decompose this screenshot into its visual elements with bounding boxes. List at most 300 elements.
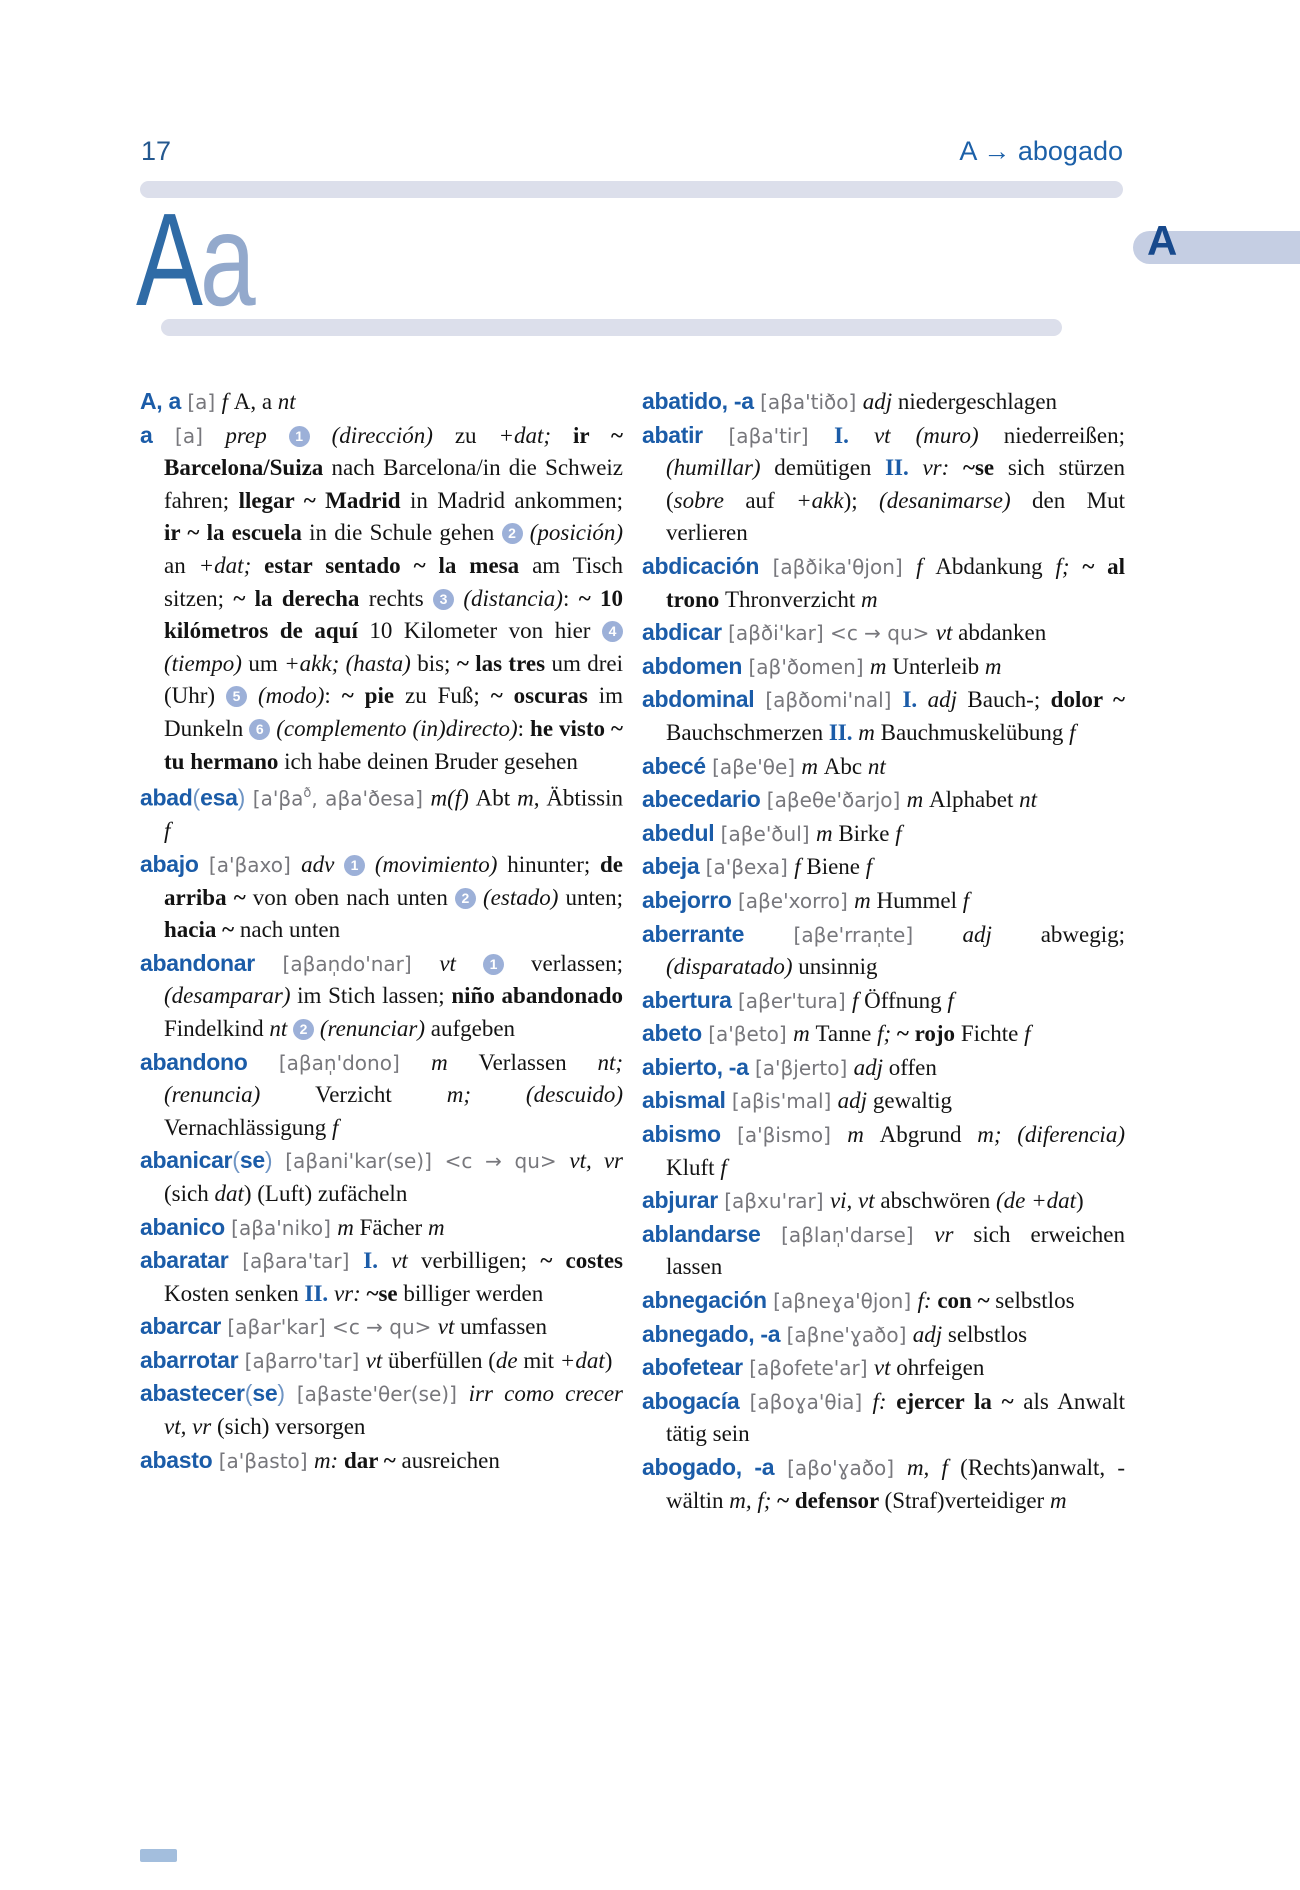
grammar-label: vt	[873, 422, 916, 448]
sense-number: 2	[293, 1019, 314, 1040]
dictionary-entry	[642, 1284, 1125, 1318]
roman-numeral: I.	[363, 1248, 392, 1274]
headword: se	[239, 1147, 265, 1174]
grammar-label: adj	[927, 687, 968, 713]
translation-text: an	[164, 552, 199, 578]
grammar-label: f	[1024, 1021, 1031, 1047]
dictionary-entry	[642, 1451, 1125, 1517]
dictionary-entry	[140, 385, 623, 419]
pronunciation: [aβe'rran̩te]	[744, 922, 963, 947]
headword: abaratar	[140, 1247, 229, 1274]
grammar-label: f	[794, 854, 807, 880]
translation-text: niedergeschlagen	[897, 389, 1058, 414]
translation-text: Biene	[806, 854, 866, 880]
grammar-label: f	[164, 818, 171, 844]
grammar-label: m	[858, 719, 881, 745]
alphabet-thumb-tab	[1133, 217, 1300, 264]
translation-text: (Rechts)anwalt, -wältin	[666, 1455, 1126, 1513]
dictionary-entry	[140, 1244, 623, 1310]
grammar-label: (movimiento)	[365, 851, 508, 877]
dictionary-entry	[140, 848, 623, 947]
pronunciation: [aβoɣa'θia]	[739, 1389, 873, 1414]
headword: abdomen	[642, 652, 743, 679]
translation-text: ich habe deinen Bruder gesehen	[284, 748, 578, 774]
pronunciation: [aβne'ɣaðo]	[780, 1322, 913, 1347]
grammar-label: m;	[446, 1082, 526, 1108]
grammar-label: (distancia)	[453, 585, 563, 611]
translation-text: in Madrid ankommen;	[409, 487, 623, 513]
grammar-label: m	[854, 887, 877, 913]
example-phrase: ~ la derecha	[233, 585, 369, 611]
translation-text: ausreichen	[401, 1447, 500, 1473]
grammar-label: (desamparar)	[164, 983, 298, 1009]
dictionary-entry	[642, 1385, 1125, 1451]
pronunciation: [aβa'niko]	[224, 1215, 338, 1240]
sense-number: 2	[455, 888, 476, 909]
pronunciation: [aβðomi'nal]	[754, 688, 903, 713]
header-reference: A → abogado	[959, 136, 1123, 166]
grammar-label: +dat;	[498, 422, 573, 448]
example-phrase: dar ~	[343, 1447, 402, 1473]
grammar-label: vt	[391, 1248, 422, 1274]
grammar-label: m;	[977, 1122, 1018, 1148]
headword: abandonar	[140, 949, 255, 976]
translation-text: unten;	[565, 884, 623, 910]
pronunciation: [a'βexa]	[699, 855, 795, 880]
grammar-label: m	[427, 1214, 445, 1240]
dictionary-entry	[642, 550, 1125, 616]
dictionary-entry	[140, 1444, 623, 1478]
grammar-label: f	[865, 854, 873, 880]
pronunciation: [aβofete'ar]	[742, 1356, 874, 1381]
translation-text: offen	[888, 1054, 937, 1080]
roman-numeral: I.	[834, 422, 874, 448]
translation-text: Alphabet	[929, 787, 1020, 813]
headword: abandono	[140, 1048, 248, 1075]
pronunciation: [aβa'tir]	[702, 423, 835, 448]
translation-text: Bauchmuskelübung	[880, 719, 1070, 745]
dictionary-entry	[642, 1017, 1125, 1051]
pronunciation: , aβa'ðesa]	[311, 786, 431, 811]
example-phrase: ~ costes	[540, 1248, 623, 1274]
roman-numeral: I.	[902, 687, 928, 713]
headword: abeja	[642, 853, 700, 880]
example-phrase: ~ 10 kilómetros de aquí	[164, 585, 623, 644]
example-phrase: dolor ~	[1050, 687, 1126, 713]
headword: abarcar	[140, 1313, 222, 1340]
translation-text: Birke	[838, 820, 896, 846]
dictionary-entry	[642, 419, 1125, 550]
example-phrase: ~ rojo	[896, 1021, 961, 1047]
sense-number: 1	[344, 855, 365, 876]
sense-number: 6	[249, 719, 270, 740]
pronunciation: [aβlan̩'darse]	[760, 1222, 935, 1247]
translation-text: unsinnig	[798, 954, 878, 980]
translation-text: nach Barcelona/in die Schweiz fahren;	[164, 455, 623, 513]
translation-text: zu	[454, 422, 499, 448]
translation-text: umfassen	[460, 1314, 548, 1340]
translation-text: den Mut verlieren	[666, 487, 1125, 546]
translation-text: Findelkind	[164, 1015, 270, 1041]
translation-text: Öffnung	[864, 987, 948, 1013]
pronunciation: [aβneɣa'θjon]	[766, 1289, 918, 1314]
pronunciation: [aβeθe'ðarjo]	[760, 788, 907, 813]
example-phrase: hacia ~	[164, 917, 240, 943]
grammar-label: (modo)	[247, 683, 325, 709]
headword: abdicación	[642, 552, 760, 579]
pronunciation: [aβer'tura]	[731, 988, 853, 1013]
grammar-label: m	[847, 1122, 880, 1148]
pronunciation: [a'βaxo]	[198, 852, 302, 877]
sense-number: 1	[289, 426, 310, 447]
translation-text: Fächer	[359, 1214, 428, 1240]
pronunciation: [aβe'xorro]	[731, 888, 855, 913]
translation-text: abdanken	[958, 620, 1047, 646]
dictionary-entry	[642, 1184, 1125, 1218]
dictionary-entry	[642, 918, 1125, 984]
roman-numeral: II.	[828, 719, 859, 745]
translation-text: (sich) versorgen	[217, 1414, 366, 1440]
dictionary-entry	[642, 1084, 1125, 1118]
example-phrase: ~ defensor	[777, 1487, 885, 1513]
grammar-label: vt	[365, 1347, 388, 1373]
headword: abecé	[642, 752, 706, 779]
translation-text: im Dunkeln	[164, 683, 623, 741]
grammar-label: m, f	[906, 1455, 961, 1480]
translation-text: hinunter;	[507, 851, 600, 877]
pronunciation: [aβis'mal]	[725, 1089, 838, 1114]
translation-text: um	[248, 650, 285, 676]
grammar-label: nt	[1019, 787, 1037, 813]
translation-text: mit	[523, 1347, 560, 1373]
grammar-label: sobre	[673, 487, 746, 513]
grammar-label: (renuncia)	[164, 1082, 316, 1108]
grammar-label: nt	[867, 753, 886, 779]
pronunciation: [a]	[152, 423, 226, 448]
translation-text: Abdankung	[935, 553, 1056, 579]
grammar-label: +akk	[796, 487, 844, 513]
grammar-label: f:	[872, 1388, 897, 1414]
dictionary-entry	[140, 1211, 623, 1245]
grammar-label: f	[221, 389, 234, 414]
translation-text: Abgrund	[879, 1122, 978, 1148]
example-phrase: estar sentado ~ la mesa	[264, 552, 533, 578]
grammar-label: +dat	[559, 1347, 605, 1373]
grammar-label: vi, vt	[829, 1188, 881, 1214]
translation-text: abschwören	[880, 1188, 996, 1214]
translation-text: )	[604, 1347, 613, 1373]
headword-paren: (	[244, 1380, 253, 1407]
grammar-label: (posición)	[522, 520, 623, 546]
translation-text: Vernachlässigung	[164, 1114, 332, 1140]
translation-text: um drei (Uhr)	[164, 650, 624, 709]
grammar-label: m	[793, 1021, 816, 1047]
grammar-label: (dirección)	[309, 422, 455, 448]
headword-paren: )	[277, 1380, 286, 1407]
grammar-label: +dat;	[198, 552, 265, 578]
translation-text: zu Fuß;	[404, 683, 491, 709]
sense-number: 3	[433, 589, 454, 610]
headword: abad	[140, 784, 193, 811]
dictionary-entry	[642, 650, 1125, 684]
headword: esa	[200, 784, 238, 811]
grammar-label: vt, vr	[569, 1148, 623, 1174]
dictionary-entry	[140, 1046, 623, 1145]
translation-text: Abt	[475, 785, 518, 811]
dictionary-entry	[642, 1351, 1125, 1385]
roman-numeral: II.	[885, 455, 923, 481]
headword: abismo	[642, 1121, 721, 1148]
grammar-label: vt	[437, 1314, 461, 1340]
grammar-label: f;	[877, 1021, 897, 1047]
headword-paren: (	[192, 784, 201, 811]
translation-text: , Äbtissin	[533, 785, 623, 811]
translation-text: Tanne	[815, 1021, 878, 1047]
translation-text: )	[1076, 1188, 1084, 1214]
grammar-label: adj	[912, 1321, 948, 1347]
translation-text: aufgeben	[430, 1015, 516, 1041]
grammar-label: (complemento (in)directo)	[270, 715, 518, 741]
dictionary-entry	[140, 1310, 623, 1344]
translation-text: Fichte	[960, 1021, 1025, 1047]
grammar-label: adj	[837, 1088, 873, 1114]
translation-text: nach unten	[239, 917, 341, 943]
grammar-label: adj	[853, 1054, 889, 1080]
example-phrase: ~ las tres	[456, 650, 552, 676]
example-phrase: niño abandonado	[451, 983, 623, 1009]
grammar-label: f	[852, 987, 865, 1013]
example-phrase: ~ oscuras	[490, 683, 599, 709]
dictionary-entry	[642, 750, 1125, 784]
grammar-label: (hasta)	[345, 650, 418, 676]
roman-numeral: II.	[304, 1280, 334, 1306]
translation-text: billiger werden	[403, 1280, 544, 1306]
translation-text: selbstlos	[995, 1288, 1075, 1314]
pronunciation: [aβan̩'dono]	[247, 1050, 432, 1075]
example-phrase: ~se	[962, 455, 1008, 481]
grammar-label: m:	[313, 1447, 344, 1473]
grammar-label: vr	[934, 1221, 974, 1247]
grammar-label: vt, vr	[164, 1414, 218, 1440]
pronunciation: [aβan̩do'nar]	[254, 951, 440, 976]
dictionary-entry	[140, 1377, 623, 1443]
grammar-label: f	[332, 1114, 339, 1140]
headword: abastecer	[140, 1380, 245, 1407]
grammar-label: (disparatado)	[666, 954, 799, 980]
column-right	[642, 385, 1125, 1517]
grammar-label: m, f;	[729, 1487, 778, 1513]
translation-text: demütigen	[774, 455, 886, 481]
headword: abogado, -a	[642, 1454, 775, 1480]
pronunciation: [aβe'θe]	[705, 754, 802, 779]
pronunciation: [aβxu'rar]	[717, 1189, 830, 1214]
translation-text: Bauchschmerzen	[666, 719, 829, 745]
pronunciation: [aβarro'tar]	[238, 1348, 366, 1373]
dictionary-entry	[642, 385, 1125, 419]
translation-text: :	[324, 683, 342, 709]
thumb-tab-letter: A	[1147, 217, 1178, 264]
translation-text: am Tisch sitzen;	[164, 552, 623, 611]
example-phrase: ejercer la ~	[896, 1388, 1024, 1414]
pronunciation: [aβðika'θjon]	[759, 554, 917, 579]
translation-text: Verlassen	[478, 1049, 598, 1075]
translation-text: verlassen;	[503, 950, 623, 976]
pronunciation: [aβe'ðul]	[714, 821, 816, 846]
grammar-label: vt	[439, 950, 483, 976]
pronunciation: [aβ'ðomen]	[742, 654, 870, 679]
grammar-label: vr:	[922, 455, 963, 481]
grammar-label: adj	[962, 921, 1041, 947]
translation-text: Bauch-;	[967, 687, 1051, 713]
translation-text: sich stürzen (	[666, 455, 1126, 513]
example-phrase: con ~	[937, 1288, 996, 1314]
translation-text: ohrfeigen	[896, 1355, 985, 1381]
headword-paren: )	[264, 1147, 273, 1174]
translation-text: Kosten senken	[164, 1280, 305, 1306]
dictionary-entry	[642, 1051, 1125, 1085]
translation-text: gewaltig	[872, 1088, 953, 1114]
sense-number: 1	[483, 954, 504, 975]
headword: abnegado, -a	[642, 1320, 781, 1347]
grammar-label: (estado)	[475, 884, 566, 910]
grammar-label: f	[1069, 719, 1076, 745]
pronunciation: [a'βismo]	[720, 1123, 848, 1148]
grammar-label: (humillar)	[666, 455, 775, 481]
grammar-label: adj	[862, 389, 898, 414]
headword: abofetear	[642, 1354, 743, 1381]
dictionary-entry	[642, 850, 1125, 884]
grammar-label: f	[947, 987, 954, 1013]
example-phrase: ~ al trono	[666, 553, 1125, 612]
grammar-label: m	[815, 820, 839, 846]
pronunciation: [a'βasto]	[212, 1448, 314, 1473]
example-phrase: ir ~ Barcelona/Suiza	[164, 422, 623, 481]
sense-number: 2	[502, 523, 523, 544]
pronunciation: [a'βa	[245, 786, 304, 811]
translation-text: Verzicht	[315, 1082, 447, 1108]
grammar-label: m(f)	[430, 785, 476, 811]
translation-text: abwegig;	[1040, 921, 1125, 947]
headword: a	[140, 421, 153, 448]
pronunciation: [aβði'kar] <c → qu>	[721, 621, 936, 646]
grammar-label: dat	[214, 1180, 244, 1206]
grammar-label: prep	[225, 422, 289, 448]
column-left	[140, 385, 623, 1477]
example-phrase: he visto ~ tu hermano	[164, 715, 623, 774]
grammar-label: (muro)	[915, 422, 1004, 448]
pronunciation-superscript: ð	[303, 786, 312, 802]
section-letter-lowercase: a	[199, 186, 253, 333]
headword: abedul	[642, 819, 715, 846]
translation-text: auf	[745, 487, 797, 513]
grammar-label: (de +dat	[996, 1188, 1077, 1214]
headword: abierto, -a	[642, 1053, 749, 1080]
grammar-label: m	[801, 753, 824, 779]
headword: ablandarse	[642, 1220, 761, 1247]
dictionary-entry	[642, 1318, 1125, 1352]
sense-number: 4	[602, 621, 623, 642]
dictionary-entry	[140, 1344, 623, 1378]
headword: abejorro	[642, 886, 732, 913]
grammar-label: m	[906, 787, 930, 813]
headword: abasto	[140, 1446, 213, 1473]
headword: abjurar	[642, 1187, 718, 1214]
headword-paren: (	[232, 1147, 240, 1174]
dictionary-entry	[642, 616, 1125, 650]
grammar-label: vt	[873, 1355, 897, 1381]
translation-text: :	[562, 585, 579, 611]
grammar-label: (tiempo)	[164, 650, 249, 676]
headword: abeto	[642, 1020, 702, 1047]
grammar-label: f;	[1055, 553, 1083, 579]
example-phrase: ~ pie	[341, 683, 405, 709]
grammar-label: (descuido)	[525, 1082, 623, 1108]
translation-text: (Straf)verteidiger	[884, 1487, 1050, 1513]
grammar-label: vt	[935, 620, 959, 646]
headword: abecedario	[642, 786, 761, 813]
headword: abismal	[642, 1087, 726, 1114]
translation-text: Unterleib	[892, 653, 985, 679]
pronunciation: [a'βeto]	[701, 1022, 794, 1047]
grammar-label: de	[495, 1347, 524, 1373]
headword: abanicar	[140, 1147, 233, 1174]
translation-text: );	[843, 487, 880, 513]
headword: abatir	[642, 421, 703, 448]
grammar-label: (renunciar)	[314, 1015, 431, 1041]
grammar-label: f	[720, 1154, 727, 1180]
headword-paren: )	[237, 784, 246, 811]
example-phrase: ir ~ la escuela	[164, 520, 310, 546]
headword: abarrotar	[140, 1346, 239, 1373]
grammar-label: irr como crecer	[468, 1381, 623, 1407]
dictionary-entry	[642, 1218, 1125, 1284]
grammar-label: m	[869, 653, 893, 679]
headword: abajo	[140, 850, 199, 877]
grammar-label: m	[1049, 1487, 1067, 1513]
dictionary-entry	[140, 419, 623, 779]
grammar-label: +akk;	[284, 650, 346, 676]
grammar-label: m	[984, 653, 1002, 679]
translation-text: im Stich lassen;	[297, 983, 452, 1009]
translation-text: selbstlos	[947, 1321, 1028, 1347]
section-letter-uppercase: A	[136, 186, 200, 333]
top-divider-bar	[140, 181, 1123, 198]
pronunciation: [aβara'tar]	[228, 1249, 364, 1274]
pronunciation: [aβaste'θer(se)]	[285, 1382, 469, 1407]
grammar-label: f	[916, 553, 936, 579]
headword: abdicar	[642, 619, 722, 646]
pronunciation: [aβani'kar(se)] <c → qu>	[272, 1149, 570, 1174]
example-phrase: de arriba ~	[164, 851, 623, 910]
grammar-label: f	[895, 820, 902, 846]
headword: A, a	[140, 388, 181, 414]
grammar-label: (diferencia)	[1017, 1122, 1125, 1148]
dictionary-entry	[642, 884, 1125, 918]
dictionary-entry	[140, 947, 623, 1046]
dictionary-entry	[140, 1144, 623, 1210]
pronunciation: [aβo'ɣaðo]	[774, 1456, 907, 1480]
pronunciation: [aβa'tiðo]	[753, 390, 863, 414]
translation-text: niederreißen;	[1003, 422, 1126, 448]
headword: abogacía	[642, 1387, 740, 1414]
translation-text: (sich	[164, 1180, 215, 1206]
grammar-label: (desanimarse)	[879, 487, 1033, 513]
grammar-label: f:	[917, 1288, 938, 1314]
translation-text: in die Schule gehen	[309, 520, 502, 546]
dictionary-entry	[642, 984, 1125, 1018]
dictionary-entry	[642, 783, 1125, 817]
headword: abatido, -a	[642, 388, 754, 414]
